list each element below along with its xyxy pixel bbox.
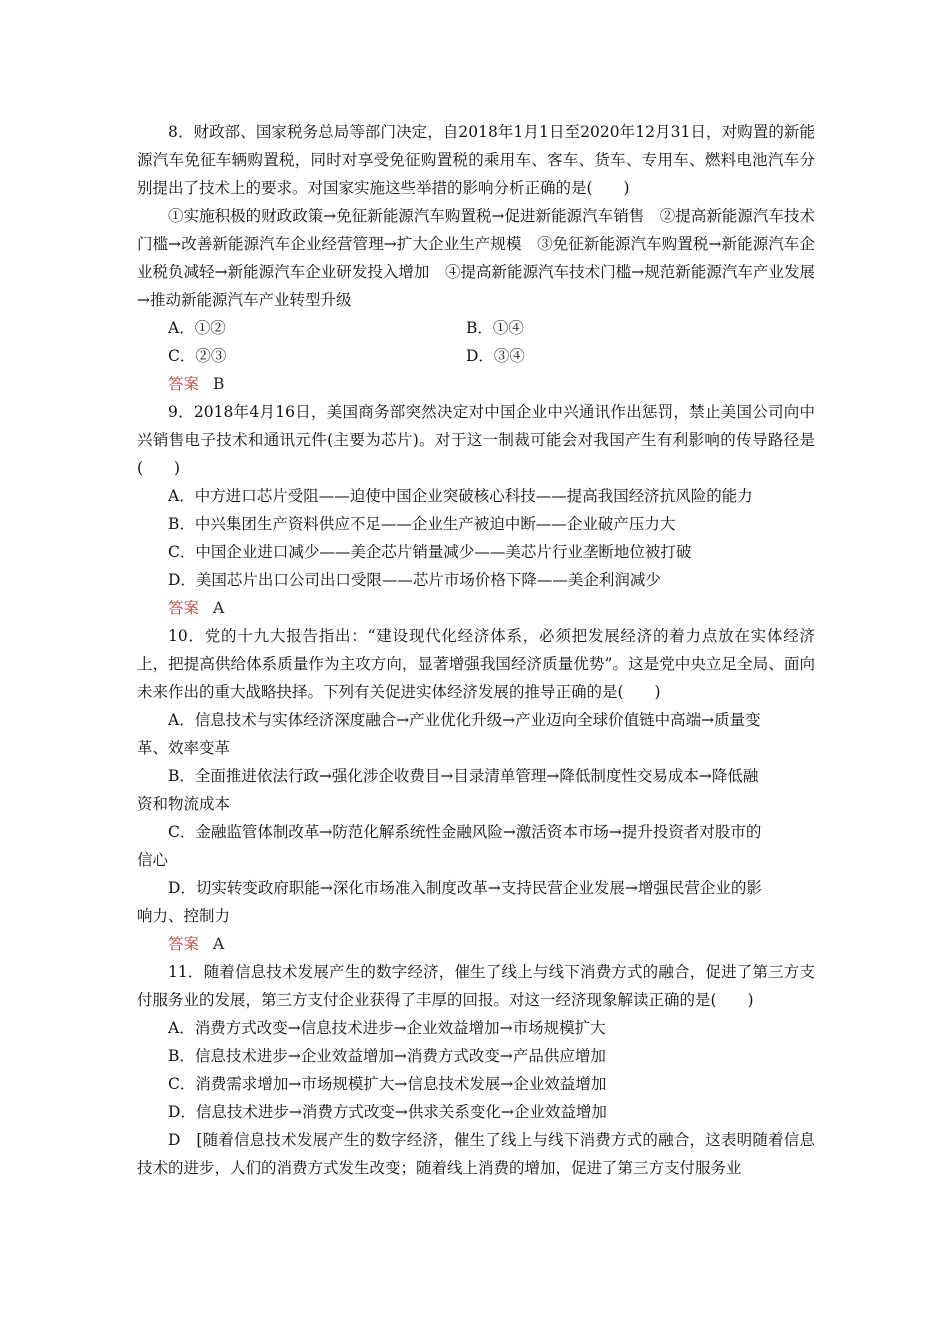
q10-option-c-line1: C．金融监管体制改革→防范化解系统性金融风险→激活资本市场→提升投资者对股市的 [168, 823, 762, 841]
q10-option-a-line2: 革、效率变革 [137, 739, 231, 757]
q10-option-b-line2: 资和物流成本 [137, 795, 231, 813]
q11-explanation: D [随着信息技术发展产生的数字经济，催生了线上与线下消费方式的融合，这表明随着信息技术的进步，人们的消费方式发生改变；随着线上消费的增加，促进了第三方支付服务业 [137, 1131, 815, 1177]
q9-option-c: C．中国企业进口减少——美企芯片销量减少——美芯片行业垄断地位被打破 [168, 543, 692, 561]
q10-option-b-line1: B．全面推进依法行政→强化涉企收费目→目录清单管理→降低制度性交易成本→降低融 [168, 767, 759, 785]
q8-option-b: B．①④ [466, 319, 524, 337]
q8-answer-label: 答案 [168, 375, 200, 393]
q10-answer [137, 930, 815, 958]
q9-option-b: B．中兴集团生产资料供应不足——企业生产被迫中断——企业破产压力大 [168, 515, 676, 533]
q11-option-a: A．消费方式改变→信息技术进步→企业效益增加→市场规模扩大 [168, 1019, 606, 1037]
q8-options-row-1 [137, 314, 815, 342]
q8-items: ①实施积极的财政政策→免征新能源汽车购置税→促进新能源汽车销售 ②提高新能源汽车技术门槛→改善新能源汽车企业经营管理→扩大企业生产规模 ③免征新能源汽车购置税→新能源汽车企业税负减轻→新能源汽车企业研发投入增加 ④提高新能源汽车技术门槛→规范新能源汽车产业发展→推动新能源汽车产业转型升级 [137, 207, 815, 309]
q9-option-d: D．美国芯片出口公司出口受限——芯片市场价格下降——美企利润减少 [168, 571, 661, 589]
q9-answer [137, 594, 815, 622]
q8-answer [137, 370, 815, 398]
q9-stem: 9．2018年4月16日，美国商务部突然决定对中国企业中兴通讯作出惩罚，禁止美国公司向中兴销售电子技术和通讯元件(主要为芯片)。对于这一制裁可能会对我国产生有利影响的传导路径是( ) [137, 403, 815, 477]
q11-option-d: D．信息技术进步→消费方式改变→供求关系变化→企业效益增加 [168, 1103, 607, 1121]
q10-option-d-line1: D．切实转变政府职能→深化市场准入制度改革→支持民营企业发展→增强民营企业的影 [168, 879, 762, 897]
q8-option-d: D．③④ [466, 347, 525, 365]
q8-stem: 8．财政部、国家税务总局等部门决定，自2018年1月1日至2020年12月31日，对购置的新能源汽车免征车辆购置税，同时对享受免征购置税的乘用车、客车、货车、专用车、燃料电池汽车分别提出了技术上的要求。对国家实施这些举措的影响分析正确的是( ) [137, 123, 815, 197]
q9-answer-value: A [213, 599, 225, 617]
q11-option-b: B．信息技术进步→企业效益增加→消费方式改变→产品供应增加 [168, 1047, 606, 1065]
q10-answer-label: 答案 [168, 935, 200, 953]
q10-option-d-line2: 响力、控制力 [137, 907, 231, 925]
document-page [137, 118, 815, 1182]
q9-answer-label: 答案 [168, 599, 200, 617]
q10-stem: 10．党的十九大报告指出：“建设现代化经济体系，必须把发展经济的着力点放在实体经济上，把提高供给体系质量作为主攻方向，显著增强我国经济质量优势”。这是党中央立足全局、面向未来作出的重大战略抉择。下列有关促进实体经济发展的推导正确的是( ) [137, 627, 815, 701]
q11-stem: 11．随着信息技术发展产生的数字经济，催生了线上与线下消费方式的融合，促进了第三方支付服务业的发展，第三方支付企业获得了丰厚的回报。对这一经济现象解读正确的是( ) [137, 963, 815, 1009]
q8-option-c: C．②③ [168, 347, 227, 365]
q8-option-a: A．①② [168, 319, 226, 337]
q10-option-c-line2: 信心 [137, 851, 169, 869]
q8-options-row-2 [137, 342, 815, 370]
q10-option-a-line1: A．信息技术与实体经济深度融合→产业优化升级→产业迈向全球价值链中高端→质量变 [168, 711, 761, 729]
q8-answer-value: B [213, 375, 225, 393]
q9-option-a: A．中方进口芯片受阻——迫使中国企业突破核心科技——提高我国经济抗风险的能力 [168, 487, 753, 505]
q10-answer-value: A [213, 935, 225, 953]
q11-option-c: C．消费需求增加→市场规模扩大→信息技术发展→企业效益增加 [168, 1075, 607, 1093]
